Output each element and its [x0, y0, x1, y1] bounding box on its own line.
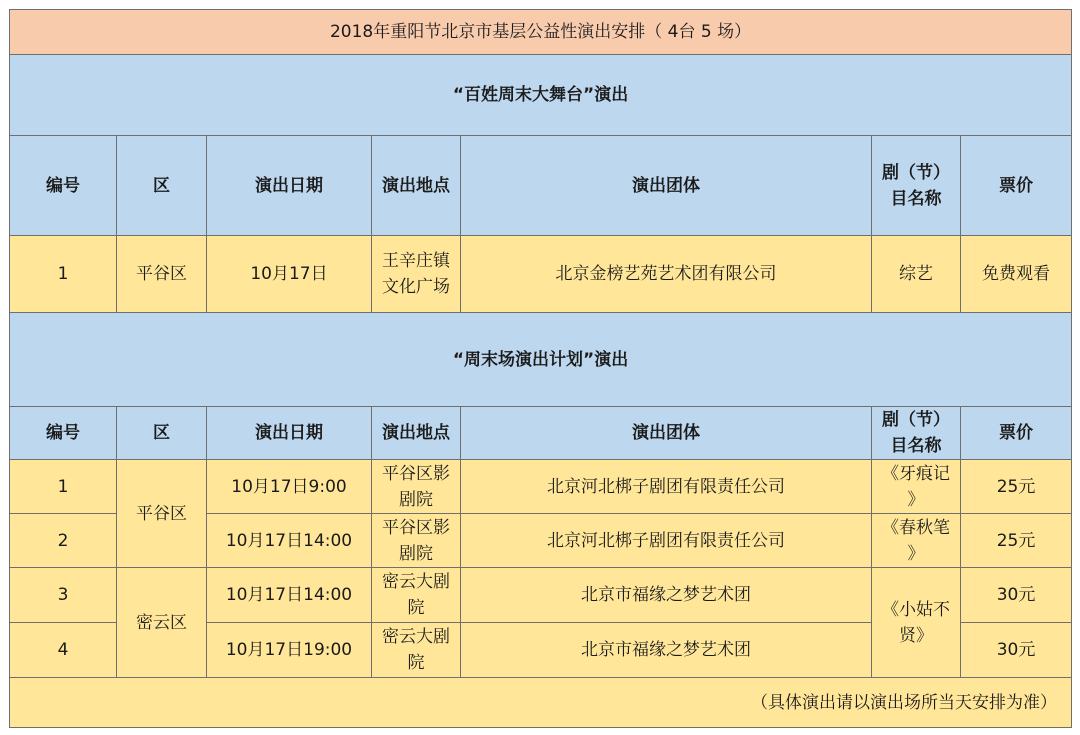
cell-troupe: 北京市福缘之梦艺术团	[461, 568, 872, 623]
table-row	[10, 236, 1072, 313]
col-header-program: 剧（节） 目名称	[872, 136, 961, 236]
col-header-no: 编号	[10, 407, 117, 460]
col-header-venue: 演出地点	[372, 407, 461, 460]
cell-venue: 密云大剧 院	[372, 568, 461, 623]
cell-date: 10月17日19:00	[207, 623, 372, 678]
cell-price: 25元	[961, 514, 1072, 568]
cell-price: 免费观看	[961, 236, 1072, 313]
cell-date: 10月17日9:00	[207, 460, 372, 514]
cell-price: 25元	[961, 460, 1072, 514]
cell-date: 10月17日14:00	[207, 568, 372, 623]
cell-price: 30元	[961, 623, 1072, 678]
section1-heading: “百姓周末大舞台”演出	[10, 55, 1072, 136]
cell-district: 密云区	[117, 568, 207, 678]
cell-no: 3	[10, 568, 117, 623]
cell-date: 10月17日	[207, 236, 372, 313]
col-header-program: 剧（节） 目名称	[872, 407, 961, 460]
cell-troupe: 北京河北梆子剧团有限责任公司	[461, 514, 872, 568]
section1-heading-row	[10, 55, 1072, 136]
col-header-price: 票价	[961, 407, 1072, 460]
table-row	[10, 568, 1072, 623]
cell-price: 30元	[961, 568, 1072, 623]
cell-district: 平谷区	[117, 236, 207, 313]
cell-no: 4	[10, 623, 117, 678]
schedule-table-wrapper	[9, 9, 1072, 728]
col-header-price: 票价	[961, 136, 1072, 236]
cell-troupe: 北京市福缘之梦艺术团	[461, 623, 872, 678]
cell-venue: 王辛庄镇 文化广场	[372, 236, 461, 313]
footnote: （具体演出请以演出场所当天安排为准）	[10, 678, 1072, 728]
cell-venue: 平谷区影 剧院	[372, 460, 461, 514]
col-header-date: 演出日期	[207, 136, 372, 236]
cell-no: 2	[10, 514, 117, 568]
cell-no: 1	[10, 236, 117, 313]
col-header-no: 编号	[10, 136, 117, 236]
cell-district: 平谷区	[117, 460, 207, 568]
col-header-troupe: 演出团体	[461, 136, 872, 236]
cell-troupe: 北京河北梆子剧团有限责任公司	[461, 460, 872, 514]
schedule-table	[9, 9, 1072, 728]
cell-no: 1	[10, 460, 117, 514]
col-header-date: 演出日期	[207, 407, 372, 460]
section2-heading-row	[10, 313, 1072, 407]
cell-program: 《小姑不 贤》	[872, 568, 961, 678]
col-header-district: 区	[117, 407, 207, 460]
title-row	[10, 10, 1072, 55]
section1-header-row	[10, 136, 1072, 236]
col-header-venue: 演出地点	[372, 136, 461, 236]
cell-program: 《牙痕记 》	[872, 460, 961, 514]
col-header-district: 区	[117, 136, 207, 236]
cell-program: 综艺	[872, 236, 961, 313]
page-title: 2018年重阳节北京市基层公益性演出安排（ 4台 5 场）	[10, 10, 1072, 55]
cell-troupe: 北京金榜艺苑艺术团有限公司	[461, 236, 872, 313]
footnote-row	[10, 678, 1072, 728]
section2-heading: “周末场演出计划”演出	[10, 313, 1072, 407]
table-row	[10, 460, 1072, 514]
cell-venue: 密云大剧 院	[372, 623, 461, 678]
col-header-troupe: 演出团体	[461, 407, 872, 460]
cell-date: 10月17日14:00	[207, 514, 372, 568]
cell-program: 《春秋笔 》	[872, 514, 961, 568]
section2-header-row	[10, 407, 1072, 460]
cell-venue: 平谷区影 剧院	[372, 514, 461, 568]
